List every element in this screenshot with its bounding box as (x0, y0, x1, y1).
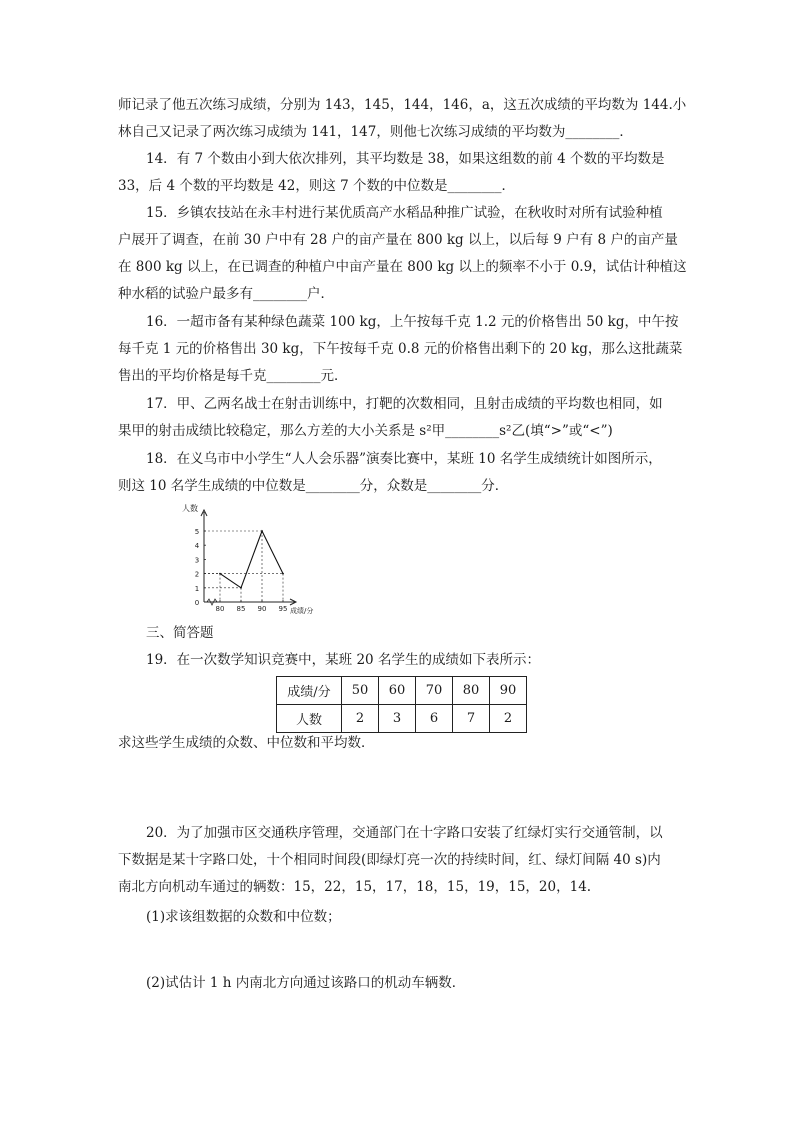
data-point (240, 587, 242, 589)
question-19-ask (118, 730, 674, 757)
q20-line-3: 南北方向机动车通过的辆数：15，22，15，17，18，15，19，15，20，14. (118, 879, 592, 895)
question-13 (118, 92, 687, 146)
y-tick-label: 1 (194, 584, 200, 593)
q18-line-2: 则这 10 名学生成绩的中位数是________分，众数是________分． (118, 478, 509, 494)
q17-line-2: 果甲的射击成绩比较稳定，那么方差的大小关系是 s²甲________s²乙(填“>”或“<”) (118, 423, 613, 439)
table-cell: 80 (453, 677, 490, 705)
q20-part-2-text: (2)试估计 1 h 内南北方向通过该路口的机动车辆数． (146, 975, 466, 991)
x-tick-label: 80 (215, 605, 225, 613)
question-20 (118, 820, 674, 901)
x-tick-label: 90 (257, 605, 267, 613)
q16-line-1: 16．一超市备有某种绿色蔬菜 100 kg，上午按每千克 1.2 元的价格售出 50 kg，中午按 (146, 314, 679, 330)
q15-line-4: 种水稻的试验户最多有________户． (118, 286, 334, 302)
table-cell: 2 (342, 705, 379, 733)
q16-line-2: 每千克 1 元的价格售出 30 kg，下午按每千克 0.8 元的价格售出剩下的 20 kg，那么这批蔬菜 (118, 341, 683, 357)
question-17 (118, 391, 674, 445)
y-tick-label: 4 (194, 542, 200, 551)
table-header-score: 成绩/分 (277, 677, 342, 705)
table-cell: 70 (416, 677, 453, 705)
y-axis-label: 人数 (182, 504, 198, 513)
score-table (276, 676, 527, 733)
question-18 (118, 446, 674, 500)
y-tick-label: 0 (194, 599, 200, 607)
q20-line-1: 20．为了加强市区交通秩序管理，交通部门在十字路口安装了红绿灯实行交通管制，以 (146, 825, 663, 841)
question-16 (118, 309, 683, 390)
y-tick-label: 3 (194, 556, 200, 565)
q13-line-2: 林自己又记录了两次练习成绩为 141，147，则他七次练习成绩的平均数为________． (118, 124, 633, 140)
table-cell: 90 (490, 677, 527, 705)
x-axis-label: 成绩/分 (290, 607, 314, 615)
score-line-chart (178, 502, 338, 617)
table-header-count: 人数 (277, 705, 342, 733)
q15-line-2: 户展开了调查，在前 30 户中有 28 户的亩产量在 800 kg 以上，以后每 9 户有 8 户的亩产量 (118, 232, 678, 248)
table-cell: 6 (416, 705, 453, 733)
data-point (261, 530, 263, 532)
q19-ask-text: 求这些学生成绩的众数、中位数和平均数． (118, 735, 375, 751)
q14-line-1: 14．有 7 个数由小到大依次排列，其平均数是 38，如果这组数的前 4 个数的平均数是 (146, 151, 665, 167)
q20-part-1-text: (1)求该组数据的众数和中位数； (146, 909, 341, 925)
q17-line-1: 17．甲、乙两名战士在射击训练中，打靶的次数相同，且射击成绩的平均数也相同，如 (146, 396, 663, 412)
table-cell: 60 (379, 677, 416, 705)
q20-line-2: 下数据是某十字路口处，十个相同时间段(即绿灯亮一次的持续时间，红、绿灯间隔 40 s)内 (118, 852, 661, 868)
table-row (277, 705, 527, 733)
question-19-intro (118, 647, 674, 674)
y-tick-label: 2 (194, 570, 200, 579)
q18-line-1: 18．在义乌市中小学生“人人会乐器”演奏比赛中，某班 10 名学生成绩统计如图所示， (146, 451, 662, 467)
table-cell: 7 (453, 705, 490, 733)
x-tick-label: 95 (278, 605, 288, 613)
table-row (277, 677, 527, 705)
q16-line-3: 售出的平均价格是每千克________元． (118, 368, 348, 384)
section-3-title: 三、简答题 (146, 625, 214, 641)
x-tick-label: 85 (236, 605, 246, 613)
q15-line-3: 在 800 kg 以上，在已调查的种植户中亩产量在 800 kg 以上的频率不小于 0.9，试估计种植这 (118, 259, 687, 275)
table-cell: 3 (379, 705, 416, 733)
question-15 (118, 200, 687, 308)
data-point (219, 573, 221, 575)
table-cell: 2 (490, 705, 527, 733)
data-point (282, 573, 284, 575)
q19-intro-text: 19．在一次数学知识竞赛中，某班 20 名学生的成绩如下表所示： (146, 652, 540, 668)
table-cell: 50 (342, 677, 379, 705)
q15-line-1: 15．乡镇农技站在永丰村进行某优质高产水稻品种推广试验，在秋收时对所有试验种植 (146, 205, 663, 221)
q13-line-1: 师记录了他五次练习成绩，分别为 143，145，144，146，a，这五次成绩的平均数为 144.小 (118, 97, 687, 113)
score-series-line (220, 531, 283, 588)
q14-line-2: 33，后 4 个数的平均数是 42，则这 7 个数的中位数是________． (118, 178, 515, 194)
question-20-part-2 (118, 970, 674, 997)
y-tick-label: 5 (194, 528, 200, 536)
question-14 (118, 146, 674, 200)
question-20-part-1 (118, 904, 674, 931)
